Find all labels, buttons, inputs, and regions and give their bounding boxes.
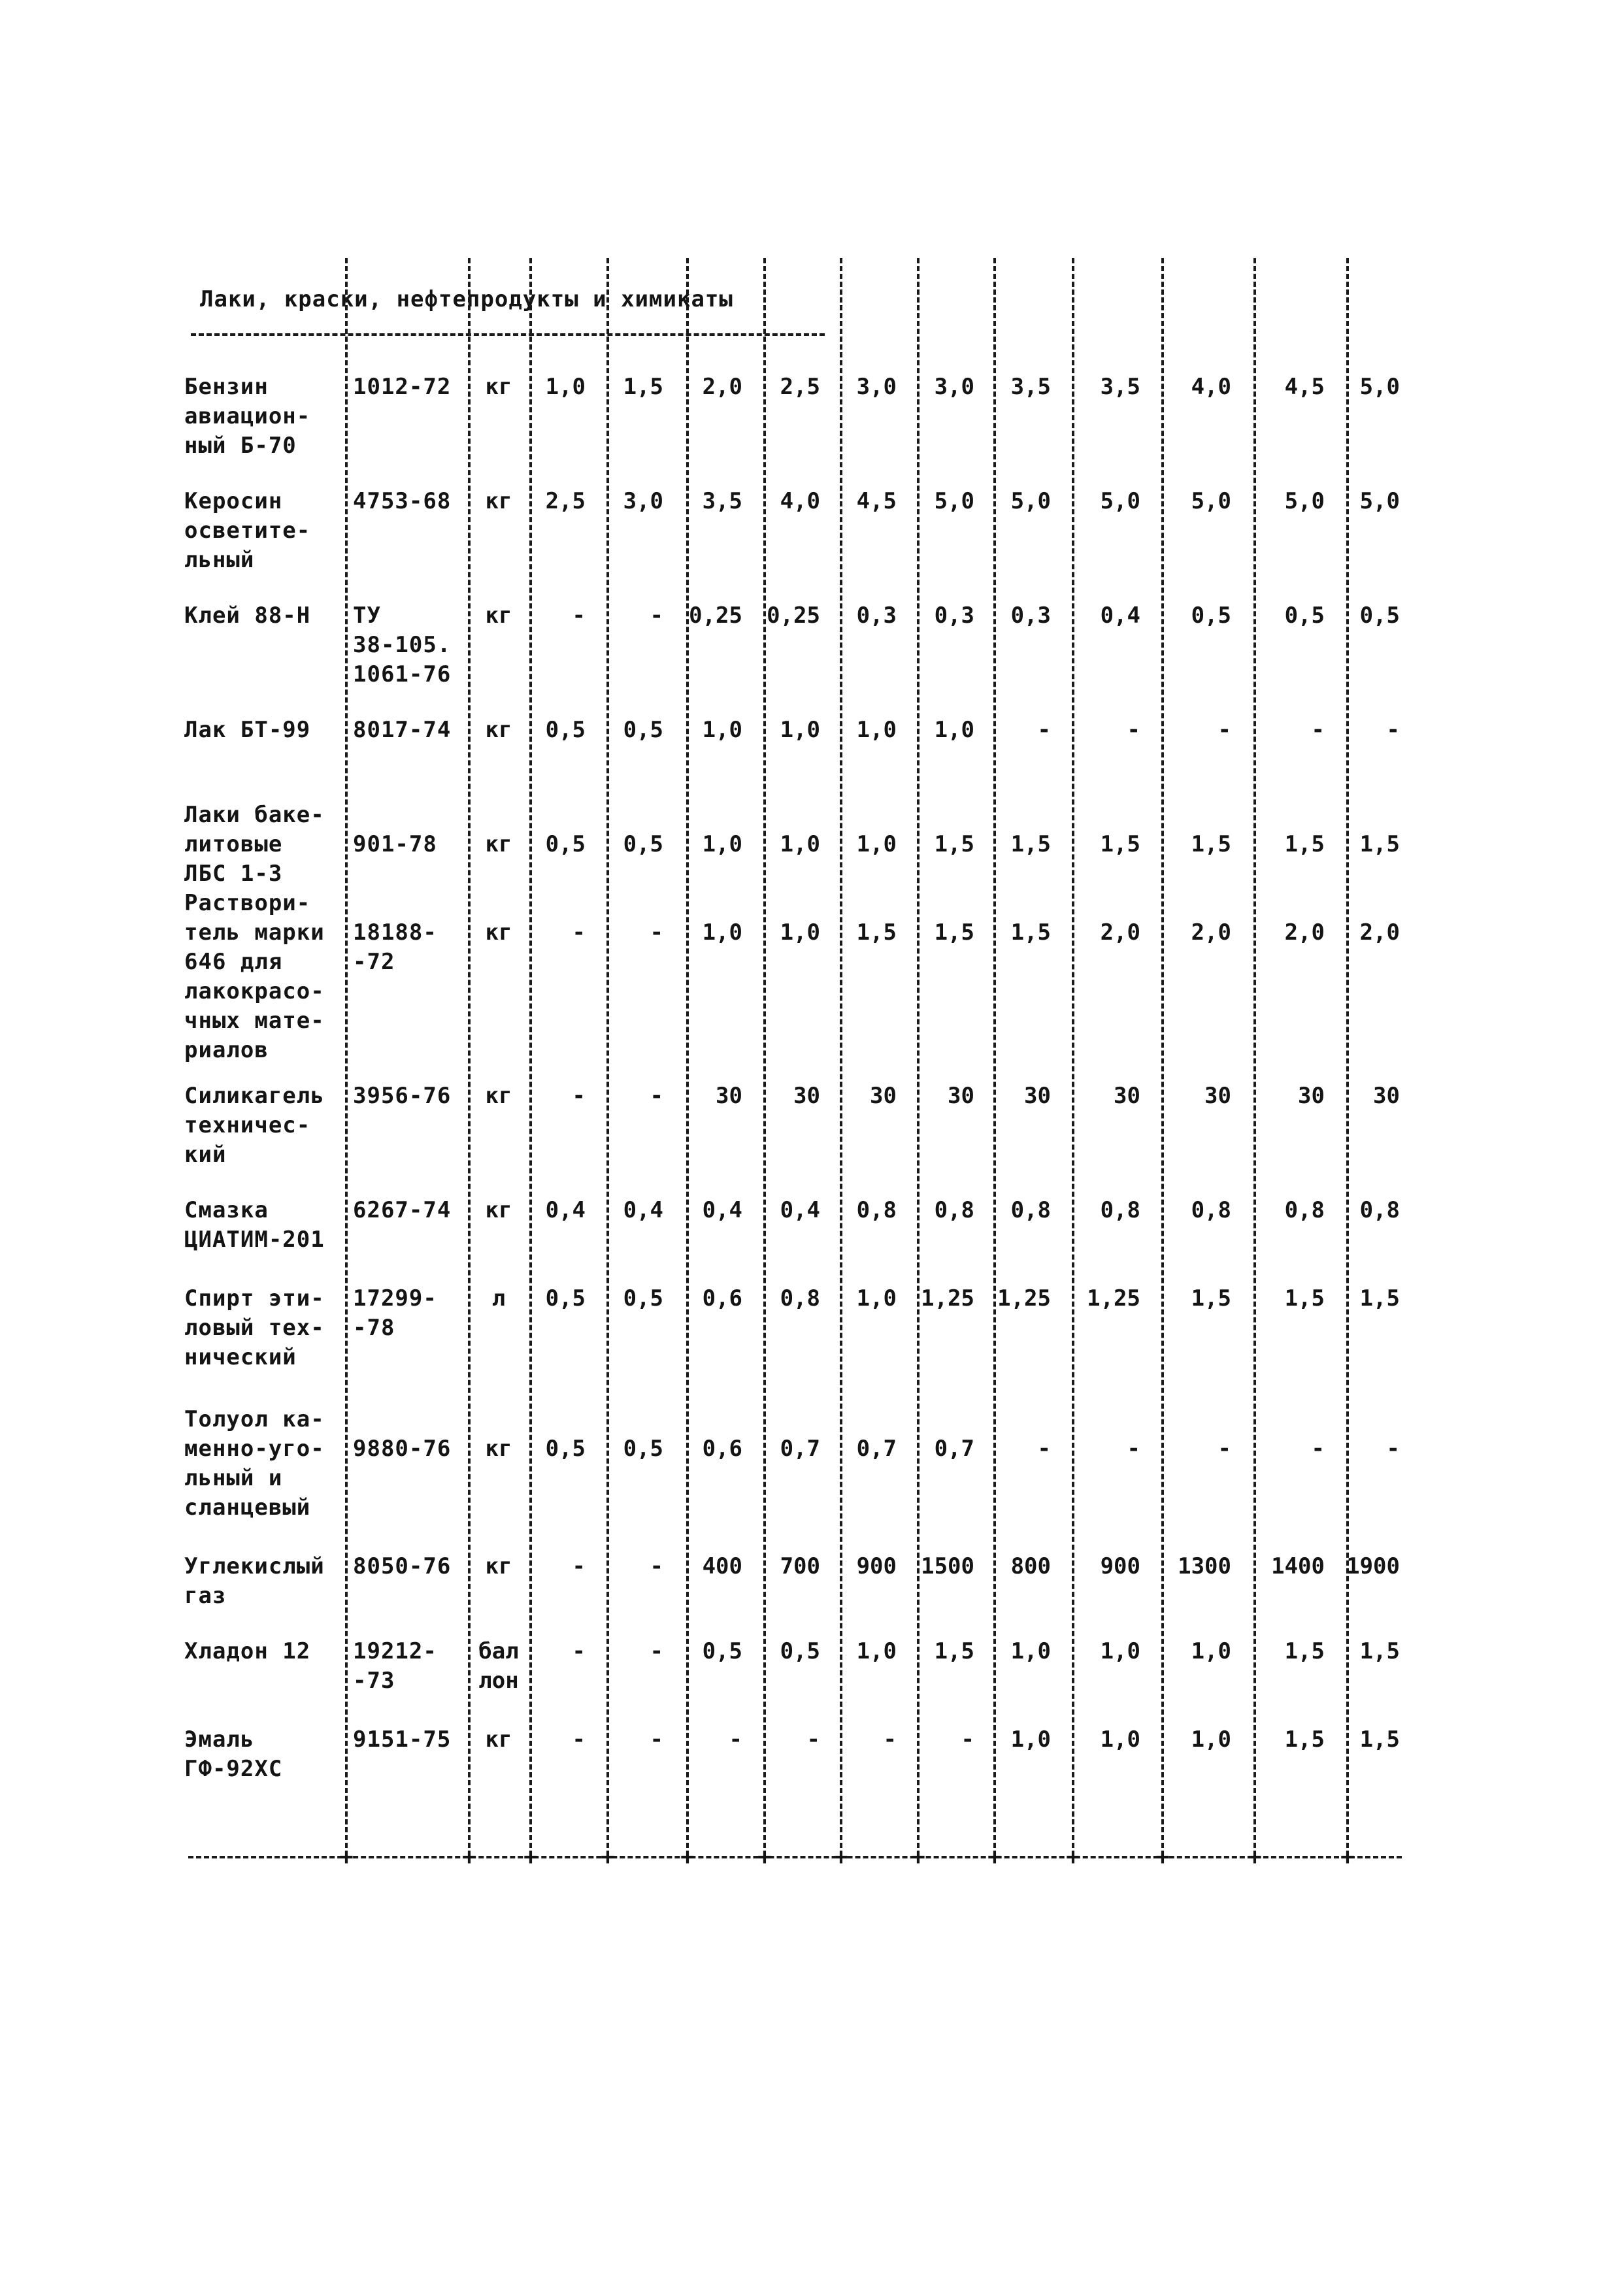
value-cell: 1,0	[1191, 1726, 1231, 1753]
value-cell: 0,6	[702, 1436, 742, 1462]
value-cell: 0,7	[780, 1436, 820, 1462]
value-cell: 1,25	[921, 1285, 974, 1311]
value-cell: -	[1311, 717, 1325, 743]
value-cell: 1,5	[934, 831, 974, 857]
value-cell: 800	[1010, 1553, 1051, 1579]
gost-number: -78	[353, 1315, 395, 1341]
value-cell: 1,5	[1284, 1638, 1325, 1664]
column-separator	[345, 258, 348, 1856]
material-name: лакокрасо-	[184, 978, 325, 1004]
unit: кг	[485, 1197, 512, 1223]
value-cell: 30	[1114, 1083, 1140, 1109]
value-cell: 0,5	[780, 1638, 820, 1664]
value-cell: 3,0	[934, 374, 974, 400]
value-cell: 1,5	[934, 919, 974, 946]
material-name: нический	[184, 1344, 297, 1370]
value-cell: 1,5	[1284, 1285, 1325, 1311]
value-cell: 2,0	[1359, 919, 1400, 946]
material-name: ловый тех-	[184, 1315, 325, 1341]
rule-junction: +	[834, 1843, 848, 1870]
gost-number: 3956-76	[353, 1083, 452, 1109]
value-cell: 1,5	[1359, 831, 1400, 857]
value-cell: -	[650, 1638, 663, 1664]
unit: кг	[485, 1553, 512, 1579]
rule-junction: +	[601, 1843, 615, 1870]
value-cell: -	[1037, 1436, 1051, 1462]
value-cell: 3,0	[856, 374, 897, 400]
material-name: Силикагель	[184, 1083, 325, 1109]
unit: бал	[478, 1638, 519, 1664]
value-cell: 30	[948, 1083, 974, 1109]
value-cell: 2,0	[702, 374, 742, 400]
material-name: техничес-	[184, 1112, 311, 1138]
value-cell: 1,0	[1010, 1726, 1051, 1753]
value-cell: -	[572, 1726, 586, 1753]
value-cell: 1,25	[1087, 1285, 1140, 1311]
value-cell: 1900	[1346, 1553, 1400, 1579]
unit: кг	[485, 1083, 512, 1109]
material-name: ный Б-70	[184, 433, 297, 459]
value-cell: -	[572, 1553, 586, 1579]
unit: кг	[485, 717, 512, 743]
unit: л	[491, 1285, 506, 1311]
value-cell: 4,5	[856, 488, 897, 514]
value-cell: 0,8	[780, 1285, 820, 1311]
gost-number: 38-105.	[353, 632, 452, 658]
material-name: Эмаль	[184, 1726, 255, 1753]
value-cell: 4,0	[780, 488, 820, 514]
value-cell: 0,8	[1359, 1197, 1400, 1223]
value-cell: -	[806, 1726, 820, 1753]
value-cell: -	[650, 919, 663, 946]
gost-number: 8017-74	[353, 717, 452, 743]
value-cell: 30	[1298, 1083, 1325, 1109]
value-cell: 0,3	[934, 602, 974, 629]
value-cell: 900	[856, 1553, 897, 1579]
value-cell: 1,25	[997, 1285, 1051, 1311]
value-cell: 0,3	[1010, 602, 1051, 629]
value-cell: 3,5	[702, 488, 742, 514]
material-name: ЛБС 1-3	[184, 861, 283, 887]
value-cell: 2,0	[1191, 919, 1231, 946]
value-cell: 1,0	[856, 1285, 897, 1311]
rule-junction: +	[462, 1843, 476, 1870]
value-cell: -	[650, 1726, 663, 1753]
value-cell: -	[572, 1083, 586, 1109]
value-cell: -	[1386, 1436, 1400, 1462]
material-name: кий	[184, 1142, 227, 1168]
value-cell: -	[1311, 1436, 1325, 1462]
material-name: авиацион-	[184, 403, 311, 429]
gost-number: 901-78	[353, 831, 437, 857]
value-cell: -	[572, 1638, 586, 1664]
value-cell: -	[650, 1553, 663, 1579]
material-name: Толуол ка-	[184, 1406, 325, 1432]
value-cell: 0,5	[1284, 602, 1325, 629]
value-cell: 5,0	[1010, 488, 1051, 514]
value-cell: 1,0	[780, 717, 820, 743]
value-cell: 5,0	[1359, 374, 1400, 400]
value-cell: 1,5	[1284, 831, 1325, 857]
rule-junction: +	[1155, 1843, 1170, 1870]
value-cell: 1,0	[702, 717, 742, 743]
unit: кг	[485, 374, 512, 400]
value-cell: 4,5	[1284, 374, 1325, 400]
unit: кг	[485, 831, 512, 857]
value-cell: 1,5	[623, 374, 663, 400]
value-cell: 0,4	[623, 1197, 663, 1223]
value-cell: 0,8	[856, 1197, 897, 1223]
value-cell: 1,0	[780, 831, 820, 857]
value-cell: 0,7	[934, 1436, 974, 1462]
material-name: газ	[184, 1583, 227, 1609]
value-cell: 1,5	[1191, 1285, 1231, 1311]
rule-junction: +	[987, 1843, 1002, 1870]
rule-junction: +	[1340, 1843, 1355, 1870]
material-name: Раствори-	[184, 890, 311, 916]
material-name: Спирт эти-	[184, 1285, 325, 1311]
material-name: литовые	[184, 831, 283, 857]
rule-junction: +	[523, 1843, 538, 1870]
material-name: льный и	[184, 1465, 283, 1491]
value-cell: 2,5	[545, 488, 586, 514]
value-cell: 0,8	[1100, 1197, 1140, 1223]
unit: кг	[485, 488, 512, 514]
material-name: ЦИАТИМ-201	[184, 1227, 325, 1253]
value-cell: 1,0	[1191, 1638, 1231, 1664]
value-cell: 0,5	[545, 1285, 586, 1311]
unit: кг	[485, 1726, 512, 1753]
gost-number: 17299-	[353, 1285, 437, 1311]
rule-junction: +	[680, 1843, 695, 1870]
material-name: 646 для	[184, 949, 283, 975]
gost-number: 1061-76	[353, 661, 452, 687]
value-cell: 2,0	[1284, 919, 1325, 946]
value-cell: 5,0	[1284, 488, 1325, 514]
value-cell: 1,5	[1010, 919, 1051, 946]
value-cell: -	[883, 1726, 897, 1753]
rule-junction: +	[757, 1843, 772, 1870]
value-cell: -	[1127, 717, 1140, 743]
value-cell: 0,5	[545, 1436, 586, 1462]
table-bottom-rule	[188, 1856, 1402, 1858]
value-cell: 1300	[1178, 1553, 1231, 1579]
value-cell: 1,0	[934, 717, 974, 743]
value-cell: 30	[1204, 1083, 1231, 1109]
material-name: сланцевый	[184, 1494, 311, 1521]
gost-number: 18188-	[353, 919, 437, 946]
value-cell: 1,5	[1359, 1638, 1400, 1664]
rule-junction: +	[339, 1843, 354, 1870]
value-cell: 0,4	[702, 1197, 742, 1223]
gost-number: 9880-76	[353, 1436, 452, 1462]
value-cell: 30	[1373, 1083, 1400, 1109]
material-name: тель марки	[184, 919, 325, 946]
value-cell: -	[1127, 1436, 1140, 1462]
value-cell: 1,5	[1284, 1726, 1325, 1753]
unit: кг	[485, 919, 512, 946]
material-name: Керосин	[184, 488, 283, 514]
value-cell: 400	[702, 1553, 742, 1579]
value-cell: 0,5	[545, 831, 586, 857]
material-name: Бензин	[184, 374, 269, 400]
value-cell: 0,5	[623, 1285, 663, 1311]
value-cell: 3,5	[1010, 374, 1051, 400]
value-cell: -	[1386, 717, 1400, 743]
value-cell: 0,4	[1100, 602, 1140, 629]
value-cell: -	[650, 1083, 663, 1109]
value-cell: 30	[1024, 1083, 1051, 1109]
material-name: Лак БТ-99	[184, 717, 311, 743]
value-cell: -	[961, 1726, 974, 1753]
material-name: Углекислый	[184, 1553, 325, 1579]
value-cell: -	[729, 1726, 742, 1753]
value-cell: 30	[870, 1083, 897, 1109]
value-cell: 30	[716, 1083, 742, 1109]
material-name: Смазка	[184, 1197, 269, 1223]
value-cell: -	[650, 602, 663, 629]
value-cell: 1,5	[934, 1638, 974, 1664]
rule-junction: +	[1248, 1843, 1262, 1870]
unit: кг	[485, 1436, 512, 1462]
value-cell: -	[1218, 717, 1231, 743]
value-cell: 4,0	[1191, 374, 1231, 400]
section-title-underline	[191, 333, 825, 336]
value-cell: 0,8	[934, 1197, 974, 1223]
value-cell: 0,6	[702, 1285, 742, 1311]
material-name: чных мате-	[184, 1008, 325, 1034]
value-cell: 2,0	[1100, 919, 1140, 946]
value-cell: 3,0	[623, 488, 663, 514]
rule-junction: +	[1066, 1843, 1080, 1870]
column-separator	[468, 258, 471, 1856]
rule-junction: +	[911, 1843, 925, 1870]
value-cell: 1,5	[1191, 831, 1231, 857]
value-cell: 1,0	[856, 831, 897, 857]
value-cell: 1,5	[1359, 1726, 1400, 1753]
value-cell: 1,0	[1010, 1638, 1051, 1664]
value-cell: 5,0	[934, 488, 974, 514]
value-cell: 0,3	[856, 602, 897, 629]
gost-number: 19212-	[353, 1638, 437, 1664]
gost-number: -73	[353, 1668, 395, 1694]
value-cell: 3,5	[1100, 374, 1140, 400]
value-cell: 1,0	[780, 919, 820, 946]
value-cell: 0,8	[1191, 1197, 1231, 1223]
value-cell: 0,4	[545, 1197, 586, 1223]
value-cell: 0,5	[545, 717, 586, 743]
material-name: Клей 88-Н	[184, 602, 311, 629]
value-cell: 1,5	[1010, 831, 1051, 857]
gost-number: 1012-72	[353, 374, 452, 400]
value-cell: 0,4	[780, 1197, 820, 1223]
value-cell: 2,5	[780, 374, 820, 400]
material-name: менно-уго-	[184, 1436, 325, 1462]
unit: кг	[485, 602, 512, 629]
value-cell: 0,25	[767, 602, 820, 629]
value-cell: 1,5	[1100, 831, 1140, 857]
value-cell: 0,8	[1284, 1197, 1325, 1223]
value-cell: 1,0	[1100, 1638, 1140, 1664]
gost-number: ТУ	[353, 602, 381, 629]
value-cell: 700	[780, 1553, 820, 1579]
value-cell: 0,5	[623, 831, 663, 857]
value-cell: 900	[1100, 1553, 1140, 1579]
value-cell: -	[1037, 717, 1051, 743]
value-cell: 0,5	[1191, 602, 1231, 629]
gost-number: 6267-74	[353, 1197, 452, 1223]
value-cell: 0,8	[1010, 1197, 1051, 1223]
material-name: Хладон 12	[184, 1638, 311, 1664]
value-cell: 1,0	[702, 919, 742, 946]
value-cell: 1400	[1271, 1553, 1325, 1579]
value-cell: -	[572, 919, 586, 946]
material-name: риалов	[184, 1037, 269, 1063]
value-cell: 1,0	[545, 374, 586, 400]
material-name: ГФ-92ХС	[184, 1756, 283, 1782]
value-cell: 0,5	[623, 717, 663, 743]
value-cell: 0,5	[1359, 602, 1400, 629]
gost-number: -72	[353, 949, 395, 975]
value-cell: 1,0	[1100, 1726, 1140, 1753]
value-cell: 0,5	[702, 1638, 742, 1664]
material-name: осветите-	[184, 518, 311, 544]
gost-number: 9151-75	[353, 1726, 452, 1753]
gost-number: 4753-68	[353, 488, 452, 514]
value-cell: 5,0	[1359, 488, 1400, 514]
value-cell: -	[1218, 1436, 1231, 1462]
value-cell: 1,0	[856, 1638, 897, 1664]
value-cell: 1,0	[702, 831, 742, 857]
value-cell: 0,25	[689, 602, 742, 629]
section-title: Лаки, краски, нефтепродукты и химикаты	[200, 286, 733, 312]
value-cell: -	[572, 602, 586, 629]
value-cell: 5,0	[1191, 488, 1231, 514]
value-cell: 30	[793, 1083, 820, 1109]
value-cell: 1,0	[856, 717, 897, 743]
gost-number: 8050-76	[353, 1553, 452, 1579]
value-cell: 0,7	[856, 1436, 897, 1462]
material-name: Лаки баке-	[184, 802, 325, 828]
value-cell: 1,5	[856, 919, 897, 946]
value-cell: 1500	[921, 1553, 974, 1579]
material-name: льный	[184, 547, 255, 573]
value-cell: 0,5	[623, 1436, 663, 1462]
value-cell: 5,0	[1100, 488, 1140, 514]
unit: лон	[478, 1668, 519, 1694]
value-cell: 1,5	[1359, 1285, 1400, 1311]
